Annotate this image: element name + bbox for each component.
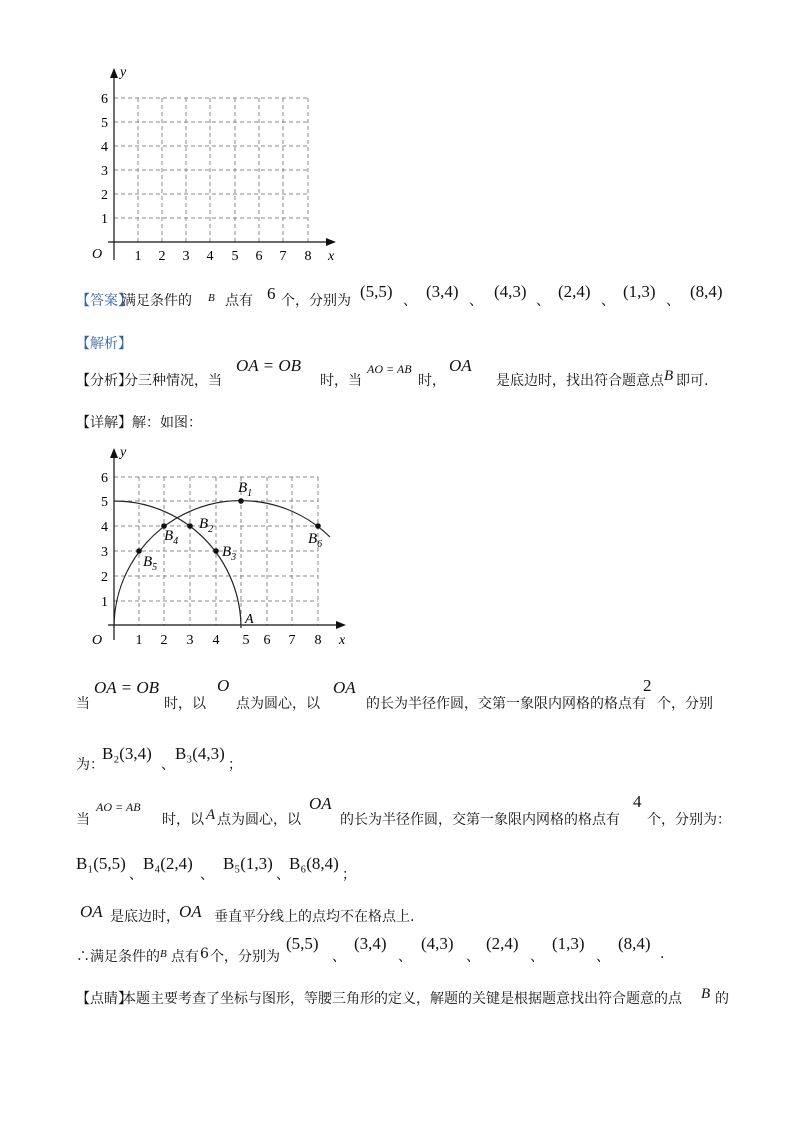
y-tick: 5 <box>101 495 108 510</box>
case2-a: A <box>206 807 216 823</box>
conclusion-point: (8,4) <box>618 934 651 953</box>
case2-text: 时，以 <box>162 812 204 828</box>
comment-b: B <box>701 986 711 1002</box>
y-axis-arrow <box>110 448 118 458</box>
answer-tag: 【答案】 <box>76 293 132 309</box>
y-tick: 2 <box>101 188 108 203</box>
y-tick: 1 <box>101 595 108 610</box>
detail-tag: 【详解】 <box>76 415 132 431</box>
x-axis-label: x <box>339 633 346 648</box>
case1-point: B₃(4,3) <box>175 744 225 763</box>
x-tick: 1 <box>135 633 143 648</box>
conclusion-b: B <box>160 948 167 960</box>
case1-end: ； <box>228 757 242 773</box>
origin-label: O <box>92 247 103 262</box>
fenxi-tag: 【分析】 <box>76 373 132 389</box>
analysis-tag: 【解析】 <box>76 336 132 352</box>
answer-line <box>76 282 736 312</box>
label-b1: $B_1$ <box>238 480 253 499</box>
conclusion-text: 个，分别为 <box>210 949 280 965</box>
case2-points-line <box>76 850 406 883</box>
y-tick: 4 <box>101 520 108 535</box>
label-b6: $B_6$ <box>308 531 323 550</box>
x-tick: 4 <box>212 633 220 648</box>
x-tick: 7 <box>288 633 296 648</box>
y-tick: 5 <box>101 116 108 131</box>
conclusion-sep: 、 <box>530 949 544 965</box>
case3-oa: OA <box>80 902 103 921</box>
x-tick: 6 <box>263 633 271 648</box>
detail-text: 解：如图： <box>132 415 202 431</box>
x-tick: 3 <box>182 249 190 264</box>
answer-sep: 、 <box>536 293 550 309</box>
x-tick: 2 <box>160 633 168 648</box>
case3-line <box>80 902 740 928</box>
case2-sep: 、 <box>200 867 214 883</box>
label-b4: $B_4$ <box>164 528 179 547</box>
x-tick: 5 <box>242 633 250 648</box>
detail-line <box>76 412 202 432</box>
conclusion-text: ∴满足条件的 <box>76 949 160 965</box>
solution-graph <box>80 440 360 655</box>
case1-text: 当 <box>76 696 90 712</box>
case2-sep: 、 <box>129 867 143 883</box>
x-axis-arrow <box>326 238 336 246</box>
fenxi-eq: AO = AB <box>367 362 412 376</box>
answer-sep: 、 <box>469 293 483 309</box>
fenxi-text: 时，当 <box>320 373 362 389</box>
comment-tag: 【点睛】 <box>76 991 132 1007</box>
conclusion-point: (2,4) <box>486 934 519 953</box>
case1-oa: OA <box>333 678 356 697</box>
fenxi-text: 分三种情况，当 <box>124 373 222 389</box>
conclusion-point: (4,3) <box>421 934 454 953</box>
conclusion-end: . <box>660 946 665 962</box>
conclusion-point: (1,3) <box>552 934 585 953</box>
point-a-label: A <box>245 612 254 627</box>
case1-text: 时，以 <box>164 696 206 712</box>
case2-text: 个，分别为： <box>647 812 731 828</box>
case1-o: O <box>217 676 230 695</box>
answer-point: (5,5) <box>360 282 393 301</box>
y-tick: 6 <box>101 92 108 107</box>
conclusion-sep: 、 <box>398 949 412 965</box>
grid-lines <box>114 98 308 242</box>
answer-text: 点有 <box>225 293 253 309</box>
case2-text: 的长为半径作圆，交第一象限内网格的格点有 <box>340 812 620 828</box>
y-tick: 4 <box>101 140 108 155</box>
case1-sep: 、 <box>161 757 175 773</box>
conclusion-line <box>76 934 736 964</box>
x-tick: 5 <box>231 249 239 264</box>
y-axis-label: y <box>120 65 127 80</box>
label-b5: $B_5$ <box>143 554 158 573</box>
conclusion-text: 点有 <box>171 949 199 965</box>
case2-end: ； <box>342 867 356 883</box>
y-tick: 2 <box>101 570 108 585</box>
x-axis-label: x <box>328 249 335 264</box>
conclusion-sep: 、 <box>466 949 480 965</box>
case1-line <box>76 676 736 712</box>
conclusion-n: 6 <box>200 946 209 962</box>
case2-text: 点为圆心，以 <box>217 812 301 828</box>
answer-sep: 、 <box>403 293 417 309</box>
fenxi-eq: OA = OB <box>236 356 301 375</box>
conclusion-point: (3,4) <box>354 934 387 953</box>
x-tick: 1 <box>134 249 142 264</box>
conclusion-sep: 、 <box>596 949 610 965</box>
case3-oa: OA <box>179 902 202 921</box>
case2-point: B₁(5,5) <box>76 854 126 873</box>
x-tick: 2 <box>158 249 166 264</box>
answer-sep: 、 <box>601 293 615 309</box>
answer-text: 满足条件的 <box>122 293 192 309</box>
case2-point: B₆(8,4) <box>289 854 339 873</box>
case1-text: 的长为半径作圆，交第一象限内网格的格点有 <box>366 696 646 712</box>
answer-sep: 、 <box>666 293 680 309</box>
case3-text: 是底边时， <box>110 909 180 925</box>
case2-point: B₄(2,4) <box>143 854 193 873</box>
case2-oa: OA <box>309 794 332 813</box>
empty-grid-graph <box>80 60 350 270</box>
case1-text: 点为圆心，以 <box>236 696 320 712</box>
answer-point: (4,3) <box>494 282 527 301</box>
label-b2: $B_2$ <box>199 516 214 535</box>
case2-sep: 、 <box>276 867 290 883</box>
x-tick: 8 <box>314 633 322 648</box>
fenxi-b: B <box>664 368 674 384</box>
answer-point: (2,4) <box>558 282 591 301</box>
origin-label: O <box>92 633 103 648</box>
fenxi-text: 是底边时，找出符合题意点 <box>496 373 664 389</box>
case1-point: B₂(3,4) <box>102 744 152 763</box>
y-tick: 1 <box>101 212 108 227</box>
case2-n: 4 <box>633 792 642 811</box>
answer-count: 6 <box>267 284 276 303</box>
case2-text: 当 <box>76 812 90 828</box>
y-axis-arrow <box>110 68 118 78</box>
x-tick: 7 <box>279 249 287 264</box>
arc-centered-o <box>114 501 241 628</box>
case2-point: B₅(1,3) <box>223 854 273 873</box>
answer-point: (8,4) <box>690 282 723 301</box>
answer-point: (1,3) <box>623 282 656 301</box>
fenxi-line <box>76 356 736 392</box>
comment-text: 本题主要考查了坐标与图形，等腰三角形的定义，解题的关键是根据题意找出符合题意的点 <box>122 991 682 1007</box>
y-tick: 3 <box>101 164 108 179</box>
comment-end: 的 <box>715 991 729 1007</box>
case3-text: 垂直平分线上的点均不在格点上. <box>214 909 415 925</box>
label-b3: $B_3$ <box>222 544 237 563</box>
case1-n: 2 <box>643 676 652 695</box>
case1-eq: OA = OB <box>94 678 159 697</box>
x-axis-arrow <box>336 621 346 629</box>
case1-points-line <box>76 740 376 773</box>
case1-text: 个，分别 <box>657 696 713 712</box>
y-axis-label: y <box>120 445 127 460</box>
comment-line <box>76 988 736 1012</box>
y-tick: 6 <box>101 471 108 486</box>
x-tick: 4 <box>206 249 214 264</box>
x-tick: 8 <box>304 249 312 264</box>
case2-eq: AO = AB <box>96 800 141 814</box>
fenxi-text: 时， <box>418 373 446 389</box>
x-tick: 6 <box>255 249 263 264</box>
answer-b: B <box>208 292 215 304</box>
fenxi-text: 即可. <box>676 373 709 389</box>
x-tick: 3 <box>186 633 194 648</box>
conclusion-point: (5,5) <box>286 934 319 953</box>
case1-text: 为： <box>76 757 104 773</box>
answer-text: 个，分别为 <box>281 293 351 309</box>
y-tick: 3 <box>101 545 108 560</box>
fenxi-oa: OA <box>449 356 472 375</box>
conclusion-sep: 、 <box>332 949 346 965</box>
case2-line <box>76 792 736 828</box>
answer-point: (3,4) <box>426 282 459 301</box>
